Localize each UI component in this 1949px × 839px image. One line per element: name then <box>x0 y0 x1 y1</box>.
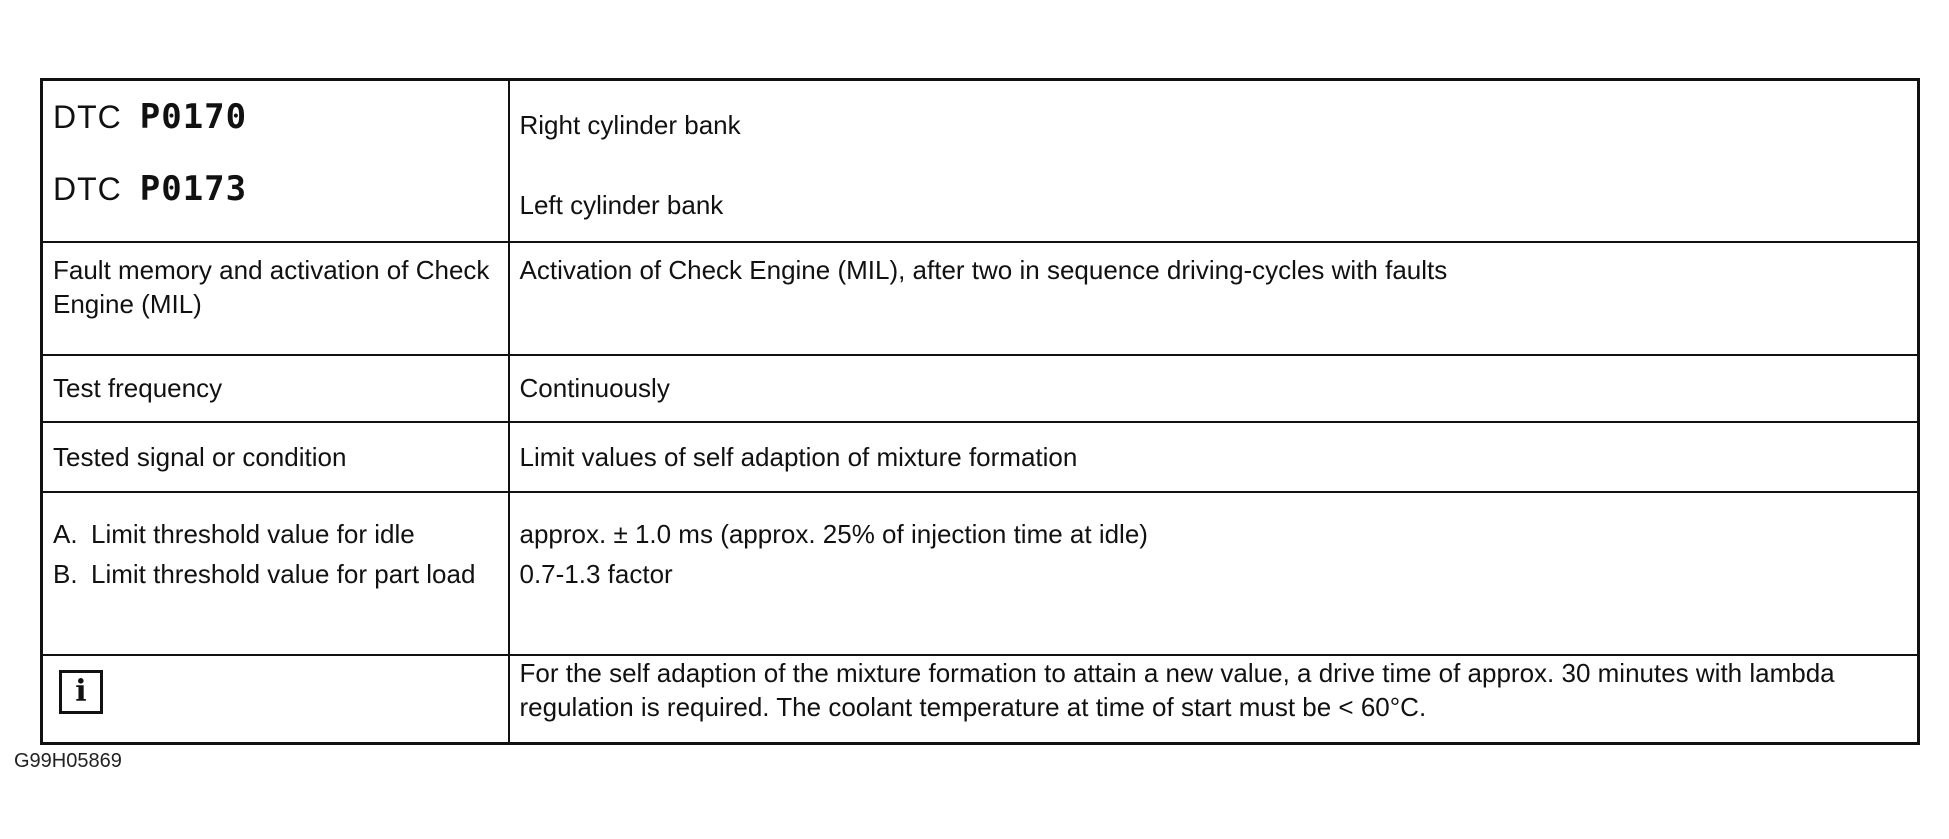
tested-signal-label: Tested signal or condition <box>42 422 509 492</box>
test-frequency-label: Test frequency <box>42 355 509 422</box>
limit-label-a <box>53 517 498 551</box>
info-icon-cell <box>42 655 509 744</box>
dtc-code: P0173 <box>139 168 248 209</box>
info-icon: i <box>59 670 103 714</box>
limit-value-b: 0.7-1.3 factor <box>519 559 673 590</box>
dtc-entry <box>53 153 498 225</box>
limit-labels-cell <box>42 492 509 655</box>
tested-signal-value: Limit values of self adaption of mixture formation <box>509 422 1919 492</box>
diagnostic-table <box>40 78 1920 745</box>
limit-label-text: Limit threshold value for idle <box>91 519 415 549</box>
limit-letter: B. <box>53 559 78 590</box>
table-row <box>42 242 1919 355</box>
table-row <box>42 492 1919 655</box>
limit-label-b <box>53 557 498 591</box>
limit-values-cell <box>509 492 1919 655</box>
limit-value-a: approx. ± 1.0 ms (approx. 25% of injection time at idle) <box>519 519 1148 549</box>
table-row <box>42 422 1919 492</box>
dtc-prefix: DTC <box>53 98 122 135</box>
dtc-description: Left cylinder bank <box>519 189 724 220</box>
limit-label-text: Limit threshold value for part load <box>91 559 476 590</box>
limit-letter: A. <box>53 519 78 549</box>
info-note: For the self adaption of the mixture formation to attain a new value, a drive time of approx. 30 minutes with lambda regulation is required. The coolant temperature at time of start must be < 60°C. <box>509 655 1919 744</box>
dtc-description: Right cylinder bank <box>519 109 741 140</box>
dtc-entry <box>53 81 498 153</box>
table-row <box>42 80 1919 243</box>
fault-memory-label: Fault memory and activation of Check Engine (MIL) <box>42 242 509 355</box>
dtc-prefix: DTC <box>53 170 122 207</box>
dtc-code: P0170 <box>139 96 248 137</box>
dtc-codes-cell <box>42 80 509 243</box>
table-row <box>42 655 1919 744</box>
figure-id: G99H05869 <box>14 750 122 772</box>
fault-memory-value: Activation of Check Engine (MIL), after two in sequence driving-cycles with faults <box>509 242 1919 355</box>
table-row <box>42 355 1919 422</box>
test-frequency-value: Continuously <box>509 355 1919 422</box>
dtc-descriptions-cell <box>509 80 1919 243</box>
